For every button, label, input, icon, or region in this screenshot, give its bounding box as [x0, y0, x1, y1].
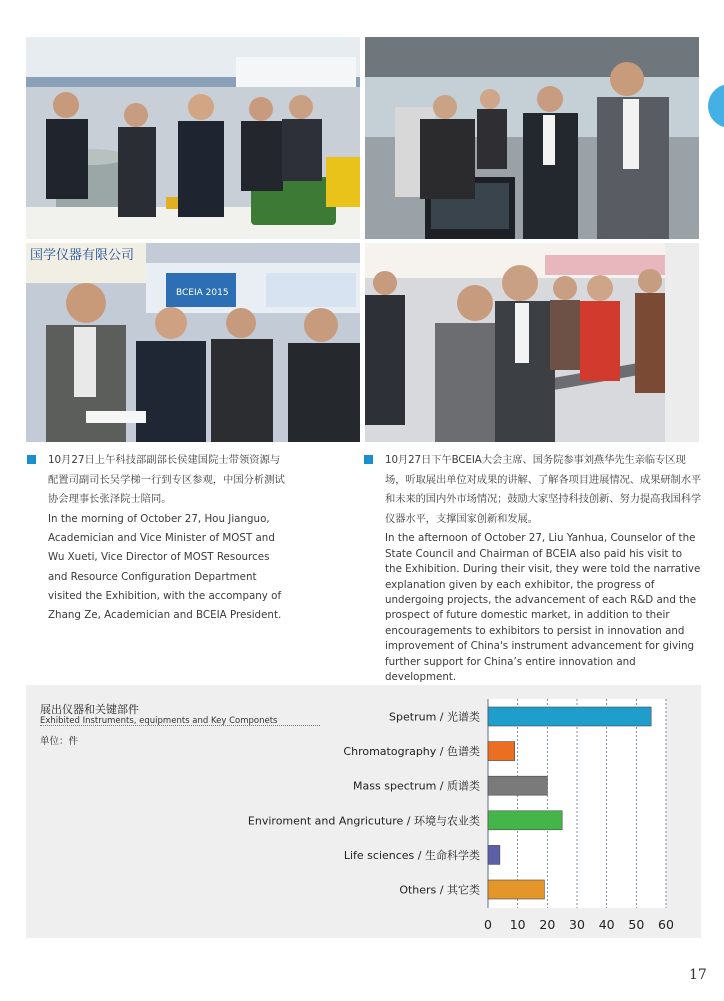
chart-tick-label: 60	[658, 917, 674, 932]
chart-category-label: Life sciences / 生命科学类	[343, 848, 480, 862]
photo-officials-reviewing-documents	[26, 243, 360, 442]
caption-right	[364, 451, 702, 685]
chart-bar	[488, 776, 547, 795]
banner-company-name: 国学仪器有限公司	[30, 248, 135, 263]
chart-tick-label: 50	[628, 917, 645, 932]
banner-bceia: BCEIA 2015	[176, 288, 229, 298]
photo-exhibitor-explanation	[365, 243, 699, 442]
chart-category-label: Others / 其它类	[399, 883, 480, 897]
chart-bar	[488, 742, 515, 761]
photo-ministers-inspecting-instrument	[26, 37, 360, 239]
chart-category-label: Enviroment and Angricuture / 环境与农业类	[247, 814, 480, 828]
caption-left-en: In the morning of October 27, Hou Jianguo, Academician and Vice Minister of MOST and Wu Xueti, Vice Director of MOST Resources and Resource Configuration Department visited the Exhibition, with the accompany of Zhang Ze, Academician and BCEIA President.	[48, 512, 282, 622]
chart-category-label: Chromatography / 色谱类	[343, 745, 480, 759]
chart-panel	[26, 685, 701, 938]
caption-marker-icon	[364, 455, 373, 464]
chart-title: 展出仪器和关键部件	[40, 703, 139, 716]
chart-tick-label: 30	[569, 917, 585, 932]
caption-right-en: In the afternoon of October 27, Liu Yanhua, Counselor of the State Council and Chairman of BCEIA also paid his visit to the Exhibition. During their visit, they were told the narrative explanation given by each exhibitor, the progress of undergoing projects, the advancement of each R&D and the prospect of future domestic market, in addition to their encouragements to exhibitors to persist in innovation and improvement of China's instrument advancement for giving further support for China’s entire innovation and development.	[385, 532, 701, 684]
chart-subtitle: Exhibited Instruments, equipments and Key Componets	[40, 716, 278, 726]
caption-right-zh: 10月27日下午BCEIA大会主席、国务院参事刘燕华先生亲临专区现场，听取展出单位对成果的讲解、了解各项目进展情况、成果研制水平和未来的国内外市场情况；鼓励大家坚持科技创新、努力提高我国科学仪器水平，支撑国家创新和发展。	[385, 454, 702, 525]
photo-chairman-visiting-booth	[365, 37, 699, 239]
page-number: 17	[689, 967, 707, 983]
bar-chart	[26, 685, 701, 938]
chart-bar	[488, 811, 562, 830]
chart-unit: 单位：件	[40, 736, 79, 747]
chart-bar	[488, 880, 544, 899]
chart-bar	[488, 707, 651, 726]
chart-tick-label: 10	[509, 917, 526, 932]
chart-tick-label: 40	[598, 917, 615, 932]
caption-left	[27, 451, 287, 626]
chart-tick-label: 0	[484, 917, 492, 932]
chart-bar	[488, 845, 500, 864]
chart-tick-label: 20	[539, 917, 556, 932]
caption-marker-icon	[27, 455, 36, 464]
section-tab-marker	[708, 84, 724, 128]
chart-category-label: Mass spectrum / 质谱类	[353, 779, 480, 793]
chart-category-label: Spetrum / 光谱类	[389, 710, 480, 724]
caption-left-zh: 10月27日上午科技部副部长侯建国院士带领资源与配置司副司长吴学梯一行到专区参观，中国分析测试协会理事长张泽院士陪同。	[48, 454, 285, 506]
